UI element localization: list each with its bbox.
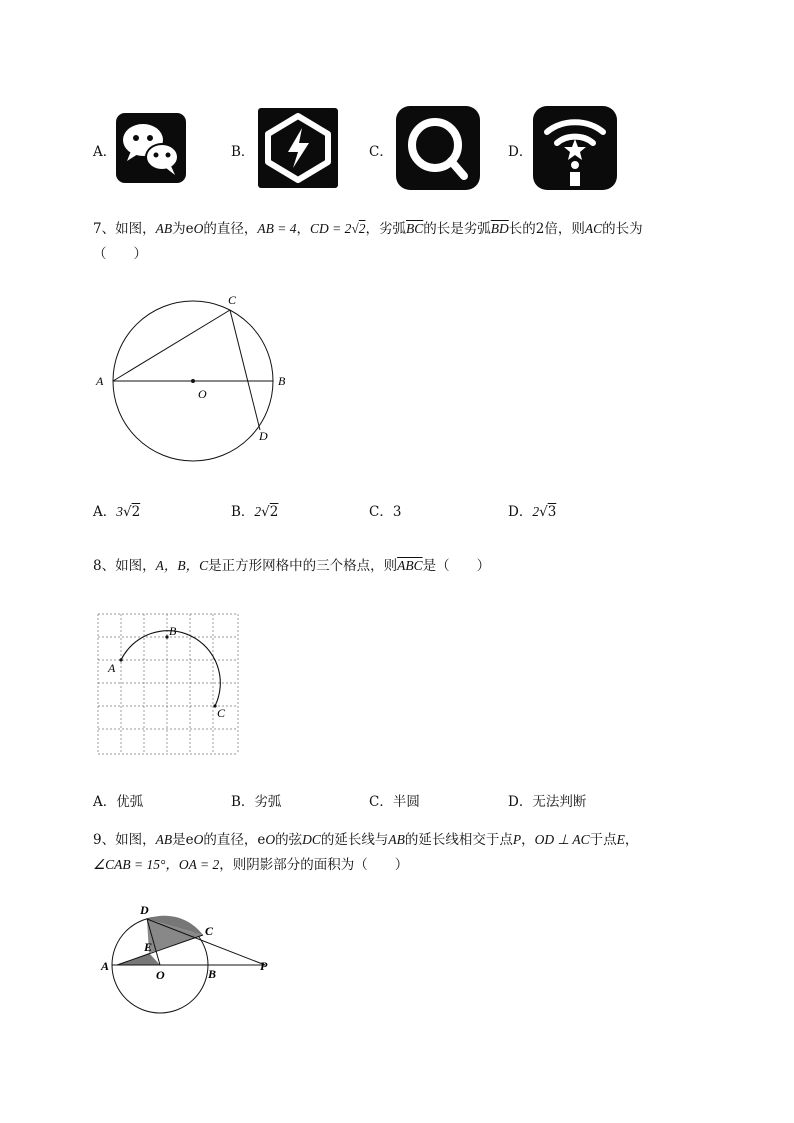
- wifi-star-info-icon: [533, 106, 617, 194]
- q9-question-line2: ∠CAB = 15°，OA = 2，则阴影部分的面积为（ ）: [93, 857, 409, 873]
- q8-label-A: A: [108, 661, 116, 675]
- q8-option-d: D．无法判断: [508, 794, 587, 810]
- q9-label-P: P: [260, 959, 268, 973]
- q8-option-b: B．劣弧: [231, 794, 282, 810]
- q7-option-d: D．2√3: [508, 504, 557, 520]
- q7-label-D: D: [259, 429, 268, 443]
- q9-label-A: A: [101, 959, 110, 973]
- q6-option-d-label: D．: [508, 144, 533, 160]
- q9-label-O: O: [156, 968, 165, 982]
- q7-option-c: C．3: [369, 504, 402, 520]
- q8-option-a: A．优弧: [93, 794, 144, 810]
- q7-label-B: B: [278, 374, 286, 388]
- q9-question-line1: 9、如图，AB是eO的直径，eO的弦DC的延长线与AB的延长线相交于点P，OD ⊥ AC于点E，: [93, 832, 639, 848]
- q8-grid-figure: [90, 606, 250, 770]
- q9-label-C: C: [205, 924, 214, 938]
- q7-option-b: B．2√2: [231, 504, 279, 520]
- cd-equation: CD = 2√2: [309, 221, 366, 236]
- q9-shaded-figure: [95, 895, 285, 1029]
- q7-answer-paren: （ ）: [93, 246, 147, 262]
- q8-label-B: B: [169, 624, 177, 638]
- lightning-badge-icon: [258, 108, 338, 192]
- q8-option-c: C．半圆: [369, 794, 420, 810]
- q8-question: 8、如图，A，B，C是正方形网格中的三个格点，则$\overline{ABC}$是（ ）: [93, 558, 491, 574]
- q6-option-b-label: B．: [231, 144, 255, 160]
- wechat-logo-icon: [116, 113, 186, 187]
- q8-label-C: C: [217, 706, 226, 720]
- q6-option-a-label: A．: [93, 144, 117, 160]
- q9-label-B: B: [208, 967, 217, 981]
- q7-label-C: C: [228, 293, 237, 307]
- q7-label-O: O: [198, 387, 207, 401]
- search-magnifier-icon: [396, 106, 480, 194]
- q6-option-c-label: C．: [369, 144, 393, 160]
- q9-label-E: E: [144, 940, 153, 954]
- q7-label-A: A: [96, 374, 104, 388]
- q7-option-a: A．3√2: [93, 504, 141, 520]
- q7-circle-figure: [90, 288, 300, 472]
- q7-question-line1: 7、如图，AB为eO的直径，AB = 4，CD = 2√2，劣弧$\overline{BC}$的长是劣弧$\overline{BD}$长的2倍，则AC的长为: [93, 221, 643, 237]
- q9-label-D: D: [140, 903, 149, 917]
